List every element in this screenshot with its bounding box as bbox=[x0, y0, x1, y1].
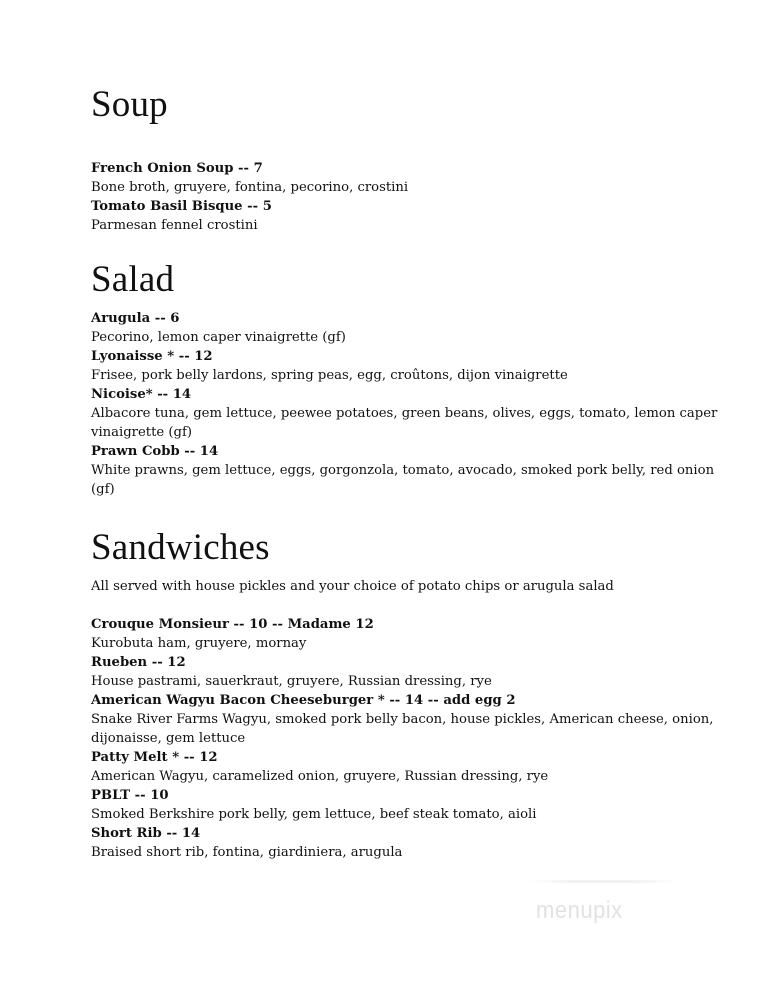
item-description: Smoked Berkshire pork belly, gem lettuce, beef steak tomato, aioli bbox=[91, 807, 537, 822]
item-name: Short Rib -- 14 bbox=[91, 826, 201, 841]
watermark-logo: menupix bbox=[536, 897, 623, 924]
section-title-sandwiches: Sandwiches bbox=[91, 527, 270, 568]
item-description: Pecorino, lemon caper vinaigrette (gf) bbox=[91, 330, 346, 345]
item-name: Arugula -- 6 bbox=[91, 311, 180, 326]
item-name: American Wagyu Bacon Cheeseburger * -- 14 -- add egg 2 bbox=[91, 693, 516, 708]
menu-item bbox=[91, 691, 731, 748]
menu-page bbox=[91, 86, 731, 862]
item-description: Parmesan fennel crostini bbox=[91, 218, 258, 233]
menu-item bbox=[91, 159, 731, 197]
item-name: PBLT -- 10 bbox=[91, 788, 169, 803]
menu-item bbox=[91, 748, 731, 786]
item-name: Rueben -- 12 bbox=[91, 655, 186, 670]
menu-item bbox=[91, 309, 731, 347]
section-sandwiches bbox=[91, 529, 731, 862]
menu-item bbox=[91, 347, 731, 385]
item-description: Snake River Farms Wagyu, smoked pork belly bacon, house pickles, American cheese, onion, dijonaisse, gem lettuce bbox=[91, 712, 714, 746]
section-title-soup: Soup bbox=[91, 84, 168, 125]
item-description: House pastrami, sauerkraut, gruyere, Russian dressing, rye bbox=[91, 674, 492, 689]
item-description: American Wagyu, caramelized onion, gruyere, Russian dressing, rye bbox=[91, 769, 549, 784]
item-description: Albacore tuna, gem lettuce, peewee potatoes, green beans, olives, eggs, tomato, lemon caper vinaigrette (gf) bbox=[91, 406, 718, 440]
menu-item bbox=[91, 786, 731, 824]
section-salad bbox=[91, 261, 731, 499]
item-name: Lyonaisse * -- 12 bbox=[91, 349, 213, 364]
item-description: Frisee, pork belly lardons, spring peas, egg, croûtons, dijon vinaigrette bbox=[91, 368, 568, 383]
item-description: Braised short rib, fontina, giardiniera, arugula bbox=[91, 845, 403, 860]
section-soup bbox=[91, 86, 731, 235]
item-description: Bone broth, gruyere, fontina, pecorino, crostini bbox=[91, 180, 409, 195]
item-name: French Onion Soup -- 7 bbox=[91, 161, 263, 176]
menu-item bbox=[91, 385, 731, 442]
menu-item bbox=[91, 653, 731, 691]
menu-item bbox=[91, 824, 731, 862]
item-name: Nicoise* -- 14 bbox=[91, 387, 192, 402]
section-intro: All served with house pickles and your choice of potato chips or arugula salad bbox=[91, 579, 614, 594]
item-name: Tomato Basil Bisque -- 5 bbox=[91, 199, 272, 214]
watermark-divider bbox=[528, 880, 678, 883]
item-name: Patty Melt * -- 12 bbox=[91, 750, 218, 765]
item-name: Crouque Monsieur -- 10 -- Madame 12 bbox=[91, 617, 374, 632]
menu-item bbox=[91, 442, 731, 499]
menu-item bbox=[91, 615, 731, 653]
item-name: Prawn Cobb -- 14 bbox=[91, 444, 219, 459]
menu-item bbox=[91, 197, 731, 235]
item-description: Kurobuta ham, gruyere, mornay bbox=[91, 636, 307, 651]
item-description: White prawns, gem lettuce, eggs, gorgonzola, tomato, avocado, smoked pork belly, red onion (gf) bbox=[91, 463, 715, 497]
section-title-salad: Salad bbox=[91, 259, 175, 300]
